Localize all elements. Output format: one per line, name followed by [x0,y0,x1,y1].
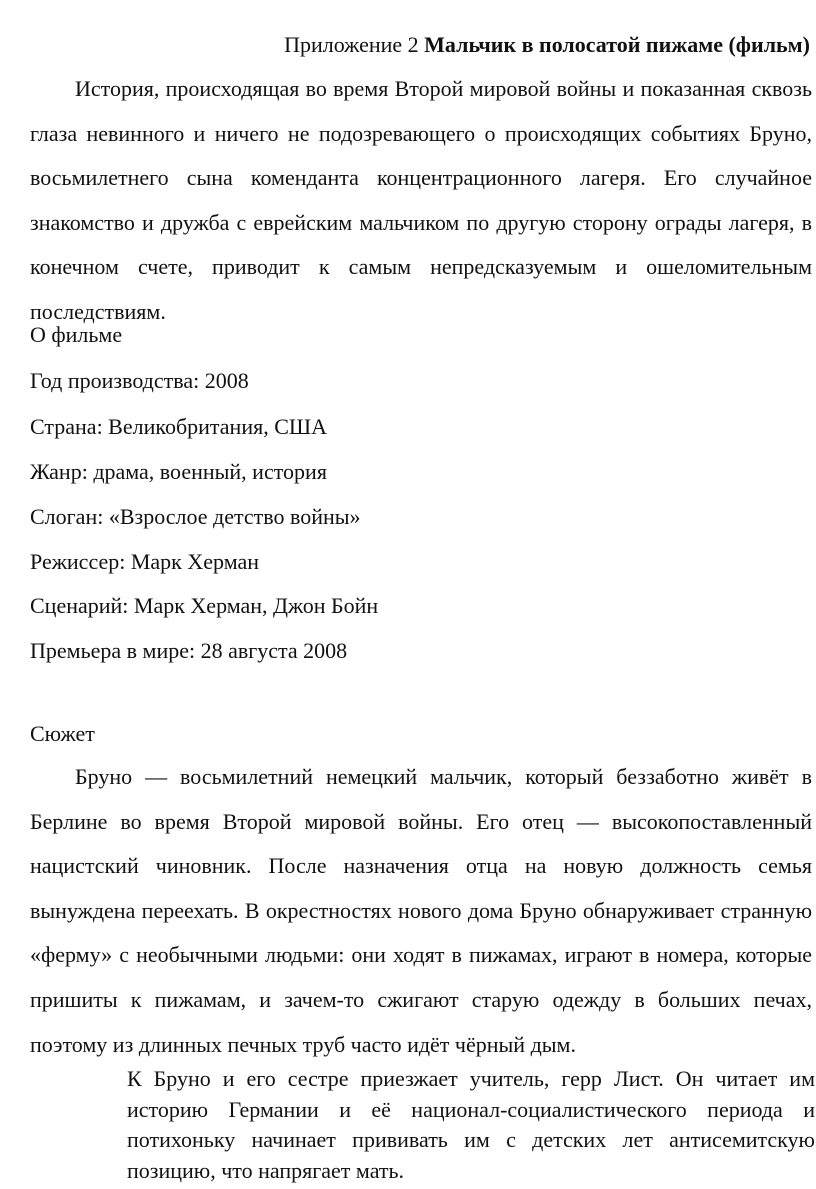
screenplay: Сценарий: Марк Херман, Джон Бойн [30,593,379,618]
plot-paragraph-1: Бруно — восьмилетний немецкий мальчик, который беззаботно живёт в Берлине во время Второй мировой войны. Его отец — высокопоставленный нацистский чиновник. После назначения отца на новую должность семья вынуждена переехать. В окрестностях нового дома Бруно обнаруживает странную «ферму» с необычными людьми: они ходят в пижамах, играют в номера, которые пришиты к пижамам, и зачем-то сжигают старую одежду в больших печах, поэтому из длинных печных труб часто идёт чёрный дым. [30,764,812,1057]
about-heading: О фильме [30,322,123,347]
film-title: Мальчик в полосатой пижаме (фильм) [424,32,810,57]
country: Страна: Великобритания, США [30,414,327,439]
premiere: Премьера в мире: 28 августа 2008 [30,638,348,663]
director: Режиссер: Марк Херман [30,549,260,574]
page-heading [284,28,810,62]
production-year: Год производства: 2008 [30,368,249,393]
plot-paragraph-2: К Бруно и его сестре приезжает учитель, герр Лист. Он читает им историю Германии и её национал-социалистического периода и потихоньку начинает прививать им с детских лет антисемитскую позицию, что напрягает мать. [127,1066,815,1183]
plot-heading: Сюжет [30,721,95,746]
slogan: Слоган: «Взрослое детство войны» [30,504,361,529]
heading-prefix: Приложение 2 [284,32,425,57]
genre: Жанр: драма, военный, история [30,459,327,484]
intro-paragraph: История, происходящая во время Второй мировой войны и показанная сквозь глаза невинного и ничего не подозревающего о происходящих событиях Бруно, восьмилетнего сына коменданта концентрационного лагеря. Его случайное знакомство и дружба с еврейским мальчиком по другую сторону ограды лагеря, в конечном счете, приводит к самым непредсказуемым и ошеломительным последствиям. [30,76,812,324]
